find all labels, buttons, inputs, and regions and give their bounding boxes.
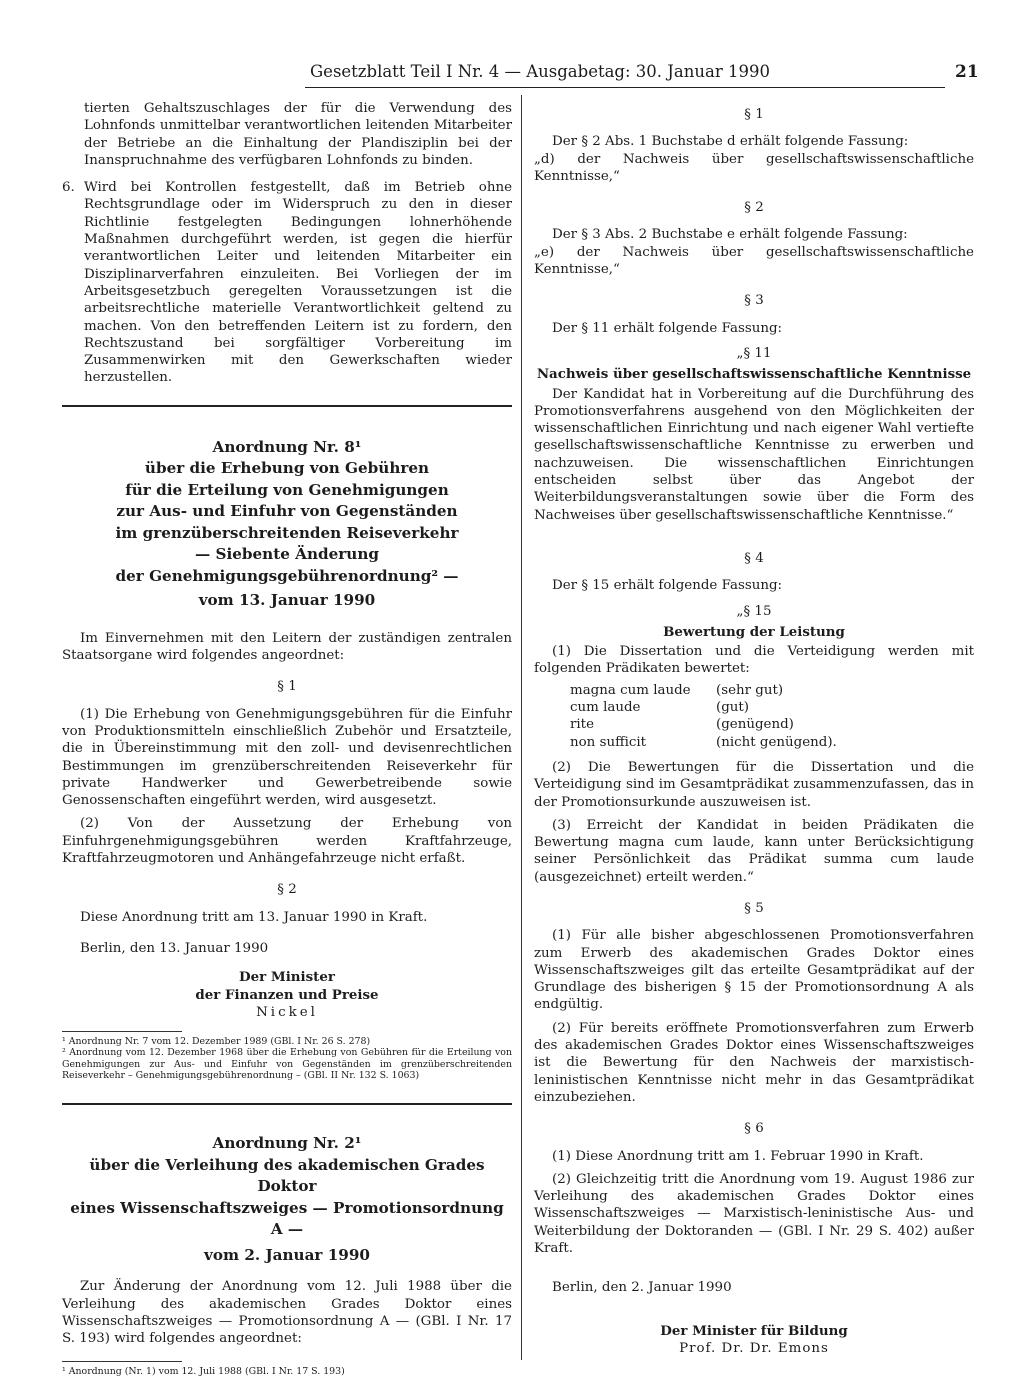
continued-paragraph: tierten Gehaltszuschlages der für die Verwendung des Lohnfonds unmittelbar verantwortlichen leitenden Mitarbeiter der Betriebe an die Einhaltung der Plandisziplin bei der Inanspruchnahme des verfügbaren Lohnfonds zu binden. (84, 101, 512, 168)
header-rule (305, 87, 945, 88)
grade-row (570, 682, 974, 699)
paragraph: (2) Für bereits eröffnete Promotionsverfahren zum Erwerb des akademischen Grades Doktor eines Wissenschaftszweiges ist die Bewertung für den Nachweis der marxistisch-leninistischen Kenntnisse nicht mehr in das Gesamtprädikat einzubeziehen. (534, 1020, 974, 1105)
paragraph: Der § 11 erhält folgende Fassung: (552, 320, 783, 336)
paragraph: (2) Von der Aussetzung der Erhebung von Einfuhrgenehmigungsgebühren werden Kraftfahrzeuge, Kraftfahrzeugmotoren und Anhängefahrzeuge nicht erfaßt. (62, 816, 512, 867)
paragraph: Diese Anordnung tritt am 13. Januar 1990 in Kraft. (80, 909, 428, 925)
title-line: im grenzüberschreitenden Reiseverkehr (115, 523, 459, 542)
footnote-rule (62, 1361, 182, 1362)
grade-row (570, 699, 974, 716)
grade-list (570, 682, 974, 751)
section-heading: § 1 (744, 107, 764, 122)
title-line: Anordnung Nr. 2¹ (212, 1134, 362, 1153)
grade-german: (gut) (716, 700, 750, 716)
footnote: ² Anordnung vom 12. Dezember 1968 über die Erhebung von Gebühren für die Erteilung von Genehmigungen zur Aus- und Einfuhr von Gegenständen im grenzüberschreitenden Reiseverkehr – Genehmigungsgebührenordnung – (GBl. II Nr. 132 S. 1063) (62, 1047, 512, 1081)
page-header (0, 62, 1024, 88)
section-title: Bewertung der Leistung (663, 623, 845, 640)
signature-name: Prof. Dr. Dr. Emons (679, 1340, 829, 1356)
footnote: ¹ Anordnung (Nr. 1) vom 12. Juli 1988 (GBl. I Nr. 17 S. 193) (62, 1366, 345, 1378)
footnote: ¹ Anordnung Nr. 7 vom 12. Dezember 1989 (GBl. I Nr. 26 S. 278) (62, 1036, 371, 1048)
preamble: Im Einvernehmen mit den Leitern der zuständigen zentralen Staatsorgane wird folgendes angeordnet: (62, 630, 512, 664)
section-heading: § 2 (744, 200, 764, 216)
section-heading: § 2 (277, 882, 297, 898)
paragraph: (2) Gleichzeitig tritt die Anordnung vom 19. August 1986 zur Verleihung des akademischen Grades Doktor eines Wissenschaftszweiges — Marxistisch-leninistische Aus- und Weiterbildung der Doktoranden — (GBl. I Nr. 29 S. 402) außer Kraft. (534, 1171, 974, 1257)
list-item-text: Wird bei Kontrollen festgestellt, daß im Betrieb ohne Rechtsgrundlage oder im Widerspruch zu den in dieser Richtlinie festgelegten Bedingungen lohnerhöhende Maßnahmen durchgeführt werden, ist gegen die hierfür verantwortlichen Leiter und leitenden Mitarbeiter ein Disziplinarverfahren einzuleiten. Bei Vorliegen der im Arbeitsgesetzbuch geregelten Voraussetzungen ist die arbeitsrechtliche materielle Verantwortlichkeit geltend zu machen. Von den betreffenden Leitern ist zu fordern, den Rechtszustand bei sorgfältiger Vorbereitung im Zusammenwirken mit den Gewerkschaften wieder herzustellen. (84, 180, 512, 386)
anordnung-2-title (62, 1133, 512, 1266)
quoted-text: „d) der Nachweis über gesellschaftswissenschaftliche Kenntnisse,“ (534, 151, 974, 184)
title-line: eines Wissenschaftszweiges — Promotionsordnung A — (70, 1198, 504, 1239)
preamble: Zur Änderung der Anordnung vom 12. Juli 1988 über die Verleihung des akademischen Grades Doktor eines Wissenschaftszweiges — Promotionsordnung A — (GBl. I Nr. 17 S. 193) wird folgendes angeordnet: (62, 1279, 512, 1347)
paragraph: Der § 3 Abs. 2 Buchstabe e erhält folgende Fassung: (552, 227, 908, 243)
section-heading: § 3 (744, 293, 764, 309)
grade-german: (nicht genügend). (716, 734, 837, 750)
title-line: zur Aus- und Einfuhr von Gegenständen (116, 502, 458, 521)
title-line: für die Erteilung von Genehmigungen (125, 480, 449, 499)
grade-german: (genügend) (716, 717, 794, 733)
place-date: Berlin, den 13. Januar 1990 (80, 940, 269, 956)
grade-latin: magna cum laude (570, 682, 691, 698)
running-header: Gesetzblatt Teil I Nr. 4 — Ausgabetag: 30. Januar 1990 (310, 62, 770, 81)
grade-latin: cum laude (570, 700, 641, 716)
list-item-6 (62, 179, 512, 387)
signature-title: Der Minister für Bildung (660, 1322, 848, 1339)
section-rule (62, 405, 512, 407)
paragraph: (3) Erreicht der Kandidat in beiden Prädikaten die Bewertung magna cum laude, kann unter Berücksichtigung seiner Persönlichkeit das Prädikat summa cum laude (ausgezeichnet) erteilt werden.“ (534, 817, 974, 885)
section-heading: § 4 (744, 550, 764, 566)
quoted-text: „e) der Nachweis über gesellschaftswissenschaftliche Kenntnisse,“ (534, 244, 974, 278)
title-date: vom 13. Januar 1990 (198, 591, 376, 610)
title-line: der Genehmigungsgebührenordnung² — (115, 566, 459, 585)
footnote-rule (62, 1031, 182, 1032)
title-line: — Siebente Änderung (195, 545, 379, 564)
signature-title: der Finanzen und Preise (195, 986, 379, 1003)
signature-name: Nickel (256, 1004, 318, 1020)
anordnung-8-title (62, 437, 512, 612)
grade-row (570, 716, 974, 733)
paragraph: (1) Diese Anordnung tritt am 1. Februar 1990 in Kraft. (552, 1148, 924, 1164)
title-line: über die Verleihung des akademischen Grades Doktor (89, 1155, 485, 1196)
title-line: über die Erhebung von Gebühren (144, 459, 430, 478)
left-column (62, 100, 512, 1378)
paragraph: (1) Die Dissertation und die Verteidigung werden mit folgenden Prädikaten bewertet: (534, 644, 974, 677)
section-heading: § 1 (277, 679, 297, 695)
column-divider (521, 95, 522, 1360)
title-date: vom 2. Januar 1990 (204, 1245, 370, 1264)
paragraph: (1) Die Erhebung von Genehmigungsgebühren für die Einfuhr von Produktionsmitteln einschließlich Zubehör und Ersatzteile, die in Übereinstimmung mit den zoll- und devisenrechtlichen Bestimmungen im grenzüberschreitenden Reiseverkehr für private Handwerker und Gewerbetreibende sowie Genossenschaften eingeführt werden, wird ausgesetzt. (62, 706, 512, 809)
place-date: Berlin, den 2. Januar 1990 (552, 1280, 732, 1296)
paragraph: (1) Für alle bisher abgeschlossenen Promotionsverfahren zum Erwerb des akademischen Grades Doktor eines Wissenschaftszweiges gilt das erteilte Gesamtprädikat auf der Grundlage des bisherigen § 15 der Promotionsordnung A als endgültig. (534, 928, 974, 1013)
section-title: Nachweis über gesellschaftswissenschaftliche Kenntnisse (536, 366, 972, 383)
right-column (534, 100, 974, 1357)
section-heading: „§ 11 (736, 345, 772, 361)
section-heading: § 6 (744, 1121, 764, 1137)
grade-latin: rite (570, 717, 594, 733)
grade-german: (sehr gut) (716, 682, 784, 698)
page-number: 21 (955, 62, 979, 82)
paragraph: Der § 15 erhält folgende Fassung: (552, 578, 783, 594)
paragraph: (2) Die Bewertungen für die Dissertation und die Verteidigung sind im Gesamtprädikat zusammenzufassen, das in der Promotionsurkunde auszuweisen ist. (534, 759, 974, 810)
grade-latin: non sufficit (570, 734, 647, 750)
section-heading: § 5 (744, 900, 764, 916)
list-item-number: 6. (62, 180, 75, 196)
section-heading: „§ 15 (736, 603, 772, 619)
title-line: Anordnung Nr. 8¹ (212, 437, 362, 456)
grade-row (570, 734, 974, 751)
signature-title: Der Minister (239, 969, 335, 986)
section-rule (62, 1103, 512, 1105)
paragraph: Der § 2 Abs. 1 Buchstabe d erhält folgende Fassung: (552, 134, 909, 150)
paragraph: Der Kandidat hat in Vorbereitung auf die Durchführung des Promotionsverfahrens ausgehend von den Möglichkeiten der wissenschaftlichen Einrichtung und nach eigener Wahl vertiefte gesellschaftswissenschaftliche Kenntnisse zu erwerben und nachzuweisen. Die wissenschaftlichen Einrichtungen entscheiden selbst über das Angebot der Weiterbildungsveranstaltungen sowie über die Form des Nachweises über gesellschaftswissenschaftliche Kenntnisse.“ (534, 386, 974, 523)
